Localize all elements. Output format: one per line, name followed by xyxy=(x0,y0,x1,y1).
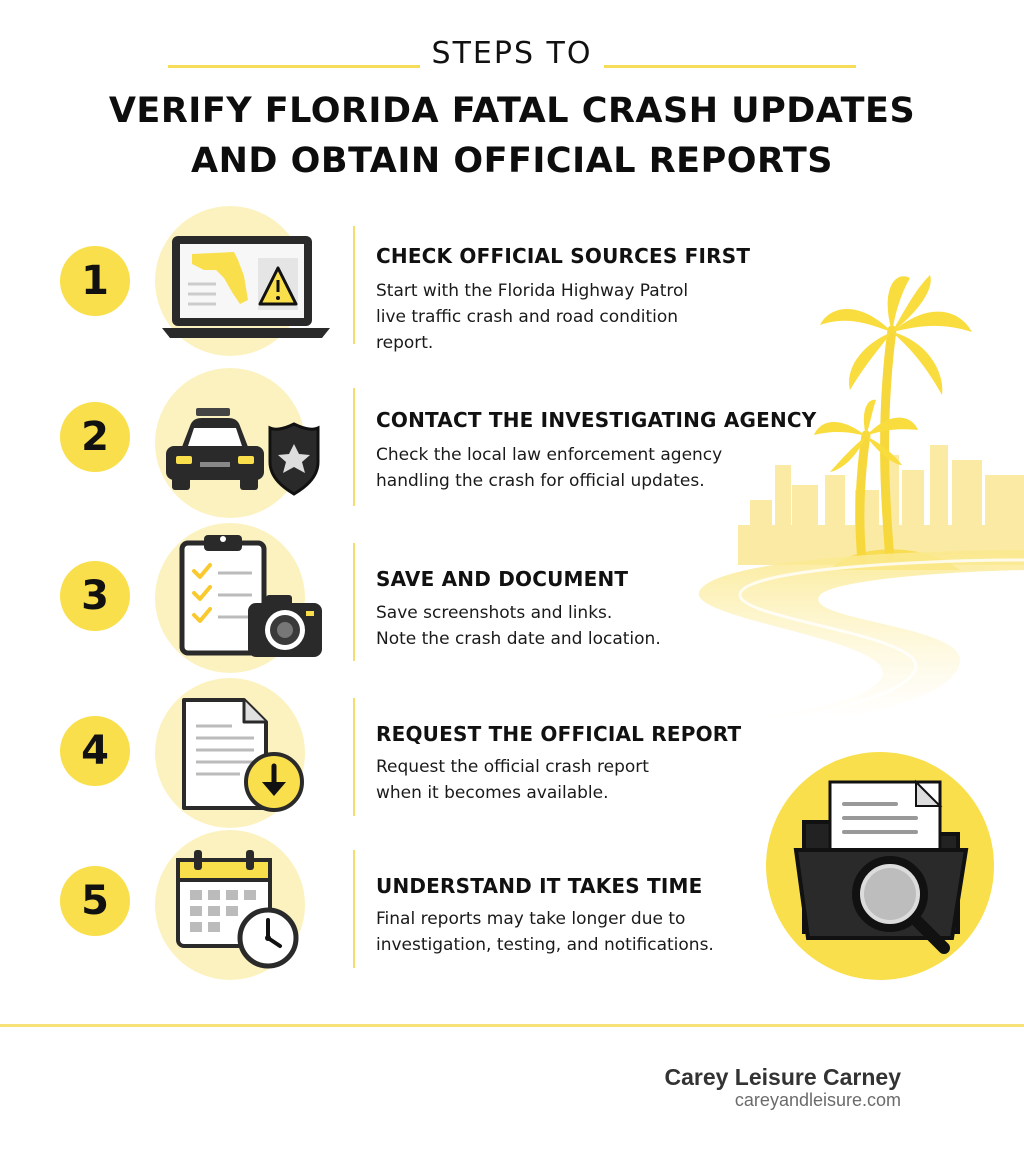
step-number-badge: 2 xyxy=(60,402,130,472)
step-description xyxy=(376,442,756,494)
step-description-line: when it becomes available. xyxy=(376,783,609,803)
step-title: REQUEST THE OFFICIAL REPORT xyxy=(376,722,742,746)
clipboard-camera-icon xyxy=(160,531,332,671)
step-number-badge: 5 xyxy=(60,866,130,936)
document-download-icon xyxy=(160,686,332,826)
step-description xyxy=(376,754,756,806)
step-title: CHECK OFFICIAL SOURCES FIRST xyxy=(376,244,751,268)
step-4 xyxy=(0,678,1024,828)
step-title: CONTACT THE INVESTIGATING AGENCY xyxy=(376,408,817,432)
step-description-line: report. xyxy=(376,333,434,353)
step-description-line: Final reports may take longer due to xyxy=(376,909,686,929)
step-title: SAVE AND DOCUMENT xyxy=(376,567,629,591)
step-description xyxy=(376,906,756,958)
step-description-line: Check the local law enforcement agency xyxy=(376,445,723,465)
step-description xyxy=(376,278,756,356)
step-divider xyxy=(353,698,355,816)
step-number-badge: 1 xyxy=(60,246,130,316)
step-number-badge: 4 xyxy=(60,716,130,786)
step-2 xyxy=(0,368,1024,518)
headline-line-2: AND OBTAIN OFFICIAL REPORTS xyxy=(191,141,833,181)
step-1 xyxy=(0,206,1024,356)
step-5 xyxy=(0,830,1024,980)
laptop-florida-warning-icon xyxy=(160,216,332,356)
step-description xyxy=(376,600,756,652)
step-number-badge: 3 xyxy=(60,561,130,631)
police-car-badge-icon xyxy=(160,378,332,518)
step-description-line: Start with the Florida Highway Patrol xyxy=(376,281,689,301)
step-description-line: investigation, testing, and notifications. xyxy=(376,935,714,955)
headline-line-1: VERIFY FLORIDA FATAL CRASH UPDATES xyxy=(108,91,916,131)
footer-divider xyxy=(0,1024,1024,1027)
brand-url[interactable]: careyandleisure.com xyxy=(734,1090,901,1110)
step-divider xyxy=(353,226,355,344)
step-3 xyxy=(0,523,1024,673)
header-kicker: STEPS TO xyxy=(431,36,593,71)
brand-name: Carey Leisure Carney xyxy=(664,1064,901,1090)
step-divider xyxy=(353,850,355,968)
step-description-line: live traffic crash and road condition xyxy=(376,307,679,327)
step-description-line: handling the crash for official updates. xyxy=(376,471,705,491)
step-description-line: Note the crash date and location. xyxy=(376,629,661,649)
step-divider xyxy=(353,388,355,506)
step-description-line: Request the official crash report xyxy=(376,757,649,777)
step-description-line: Save screenshots and links. xyxy=(376,603,613,623)
calendar-clock-icon xyxy=(160,838,332,978)
step-divider xyxy=(353,543,355,661)
step-title: UNDERSTAND IT TAKES TIME xyxy=(376,874,703,898)
